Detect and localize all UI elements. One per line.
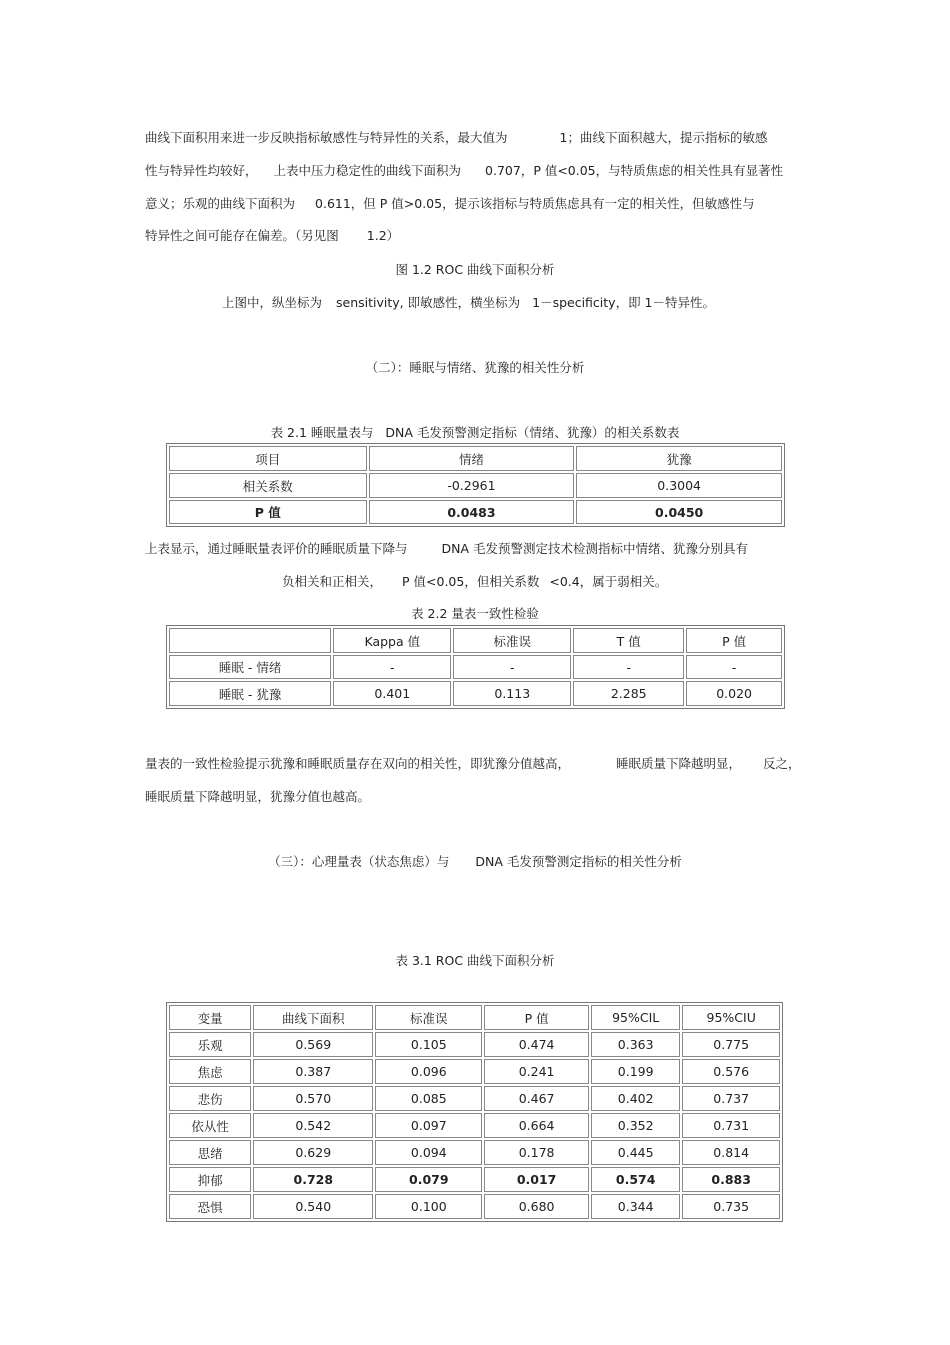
table-cell: 2.285 [573, 681, 684, 706]
table-cell: 0.629 [253, 1140, 373, 1165]
paragraph-1-line-4 [145, 228, 399, 244]
text-segment: 1；曲线下面积越大，提示指标的敏感 [559, 130, 768, 145]
table-cell: 0.542 [253, 1113, 373, 1138]
header-cell: 标准误 [453, 628, 571, 653]
table-cell: - [573, 655, 684, 679]
text-segment: 上表显示，通过睡眠量表评价的睡眠质量下降与 [145, 541, 408, 556]
paragraph-2-line-2 [282, 574, 667, 590]
header-cell [169, 628, 331, 653]
table-cell: 思绪 [169, 1140, 251, 1165]
table-cell: 0.344 [591, 1194, 680, 1219]
table-cell: 0.085 [375, 1086, 482, 1111]
table-3-1 [166, 1002, 783, 1222]
table-header-row [169, 1005, 780, 1030]
table-header-row [169, 446, 782, 471]
table-cell: 0.178 [484, 1140, 589, 1165]
text-segment: 特异性之间可能存在偏差。（另见图 [145, 228, 339, 243]
table-cell: 0.097 [375, 1113, 482, 1138]
table-3-1-caption: 表 3.1 ROC 曲线下面积分析 [395, 953, 555, 968]
header-cell: 项目 [169, 446, 367, 471]
table-row [169, 1059, 780, 1084]
table-row [169, 655, 782, 679]
table-cell: 0.474 [484, 1032, 589, 1057]
table-cell: 0.445 [591, 1140, 680, 1165]
figure-note [222, 295, 715, 311]
paragraph-1-line-3 [145, 196, 755, 212]
section-3-heading [0, 854, 950, 870]
paragraph-3-line-2 [145, 789, 370, 805]
text-segment: 负相关和正相关， [282, 574, 383, 589]
table-cell: 0.775 [682, 1032, 780, 1057]
text-segment: P 值<0.05，但相关系数 [402, 574, 540, 589]
table-row [169, 1194, 780, 1219]
table-row [169, 1086, 780, 1111]
table-row [169, 681, 782, 706]
text-segment: 睡眠质量下降越明显，犹豫分值也越高。 [145, 789, 371, 804]
text-segment: <0.4，属于弱相关。 [549, 574, 668, 589]
table-cell: 0.569 [253, 1032, 373, 1057]
table-cell: 0.113 [453, 681, 571, 706]
text-segment: 0.611，但 P 值>0.05，提示该指标与特质焦虑具有一定的相关性，但敏感性与 [315, 196, 755, 211]
table-cell: 0.574 [591, 1167, 680, 1192]
header-cell: 95%CIL [591, 1005, 680, 1030]
text-segment: DNA 毛发预警测定技术检测指标中情绪、犹豫分别具有 [441, 541, 749, 556]
text-segment: 睡眠质量下降越明显， [616, 756, 742, 771]
paragraph-3-line-1 [145, 756, 801, 772]
table-row [169, 1167, 780, 1192]
table-cell: 0.094 [375, 1140, 482, 1165]
paragraph-2-line-1 [145, 541, 748, 557]
table-cell: 依从性 [169, 1113, 251, 1138]
header-cell: 犹豫 [576, 446, 782, 471]
table-cell: 0.540 [253, 1194, 373, 1219]
table-cell: -0.2961 [369, 473, 575, 498]
table-cell: 0.0450 [576, 500, 782, 524]
section-2-heading: （二）：睡眠与情绪、犹豫的相关性分析 [365, 360, 585, 375]
table-cell: 0.401 [333, 681, 451, 706]
table-cell: 0.576 [682, 1059, 780, 1084]
text-segment: 上表中压力稳定性的曲线下面积为 [273, 163, 462, 178]
text-segment: 意义；乐观的曲线下面积为 [145, 196, 296, 211]
table-cell: 0.570 [253, 1086, 373, 1111]
table-cell: 0.883 [682, 1167, 780, 1192]
table-cell: 0.363 [591, 1032, 680, 1057]
text-segment: 上图中，纵坐标为 [222, 295, 323, 310]
table-cell: 0.402 [591, 1086, 680, 1111]
table-2-2-caption: 表 2.2 量表一致性检验 [411, 606, 539, 621]
paragraph-1-line-1 [145, 130, 767, 146]
table-cell: 0.020 [686, 681, 782, 706]
table-cell: 0.100 [375, 1194, 482, 1219]
header-cell: 95%CIU [682, 1005, 780, 1030]
header-cell: 标准误 [375, 1005, 482, 1030]
table-cell: 0.728 [253, 1167, 373, 1192]
text-segment: 表 2.1 睡眠量表与 [270, 425, 374, 440]
header-cell: P 值 [484, 1005, 589, 1030]
paragraph-1-line-2 [145, 163, 783, 179]
table-row [169, 500, 782, 524]
table-cell: 睡眠 - 情绪 [169, 655, 331, 679]
table-cell: 0.664 [484, 1113, 589, 1138]
table-row [169, 1140, 780, 1165]
text-segment: 1－specificity，即 1－特异性。 [532, 295, 716, 310]
text-segment: DNA 毛发预警测定指标（情绪、犹豫）的相关系数表 [385, 425, 680, 440]
table-cell: 乐观 [169, 1032, 251, 1057]
table-cell: 0.079 [375, 1167, 482, 1192]
table-cell: - [686, 655, 782, 679]
table-cell: 0.105 [375, 1032, 482, 1057]
table-cell: - [453, 655, 571, 679]
text-segment: 反之， [763, 756, 801, 771]
table-cell: 0.735 [682, 1194, 780, 1219]
header-cell: P 值 [686, 628, 782, 653]
table-row [169, 1113, 780, 1138]
text-segment: sensitivity, 即敏感性，横坐标为 [336, 295, 521, 310]
table-cell: 焦虑 [169, 1059, 251, 1084]
table-cell: 抑郁 [169, 1167, 251, 1192]
text-segment: 0.707，P 值<0.05，与特质焦虑的相关性具有显著性 [485, 163, 784, 178]
table-cell: P 值 [169, 500, 367, 524]
text-segment: 性与特异性均较好， [145, 163, 258, 178]
table-cell: 0.737 [682, 1086, 780, 1111]
table-cell: 0.096 [375, 1059, 482, 1084]
text-segment: 曲线下面积用来进一步反映指标敏感性与特异性的关系，最大值为 [145, 130, 508, 145]
table-cell: 0.017 [484, 1167, 589, 1192]
table-cell: 0.3004 [576, 473, 782, 498]
table-cell: 相关系数 [169, 473, 367, 498]
table-cell: 0.680 [484, 1194, 589, 1219]
header-cell: Kappa 值 [333, 628, 451, 653]
table-row [169, 1032, 780, 1057]
header-cell: 变量 [169, 1005, 251, 1030]
header-cell: 情绪 [369, 446, 575, 471]
table-cell: 0.731 [682, 1113, 780, 1138]
table-2-2 [166, 625, 785, 709]
header-cell: 曲线下面积 [253, 1005, 373, 1030]
table-row [169, 473, 782, 498]
table-header-row [169, 628, 782, 653]
text-segment: （三）：心理量表（状态焦虑）与 [268, 854, 450, 869]
table-cell: 0.199 [591, 1059, 680, 1084]
table-cell: 0.814 [682, 1140, 780, 1165]
text-segment: 量表的一致性检验提示犹豫和睡眠质量存在双向的相关性，即犹豫分值越高， [145, 756, 571, 771]
table-cell: 0.241 [484, 1059, 589, 1084]
table-cell: - [333, 655, 451, 679]
table-cell: 0.352 [591, 1113, 680, 1138]
text-segment: 1.2） [366, 228, 400, 243]
table-cell: 睡眠 - 犹豫 [169, 681, 331, 706]
header-cell: T 值 [573, 628, 684, 653]
table-2-1-caption [0, 425, 950, 441]
table-2-1 [166, 443, 785, 527]
table-cell: 0.387 [253, 1059, 373, 1084]
table-cell: 恐惧 [169, 1194, 251, 1219]
text-segment: DNA 毛发预警测定指标的相关性分析 [475, 854, 682, 869]
table-cell: 0.467 [484, 1086, 589, 1111]
table-cell: 0.0483 [369, 500, 575, 524]
table-cell: 悲伤 [169, 1086, 251, 1111]
figure-caption: 图 1.2 ROC 曲线下面积分析 [395, 262, 555, 277]
